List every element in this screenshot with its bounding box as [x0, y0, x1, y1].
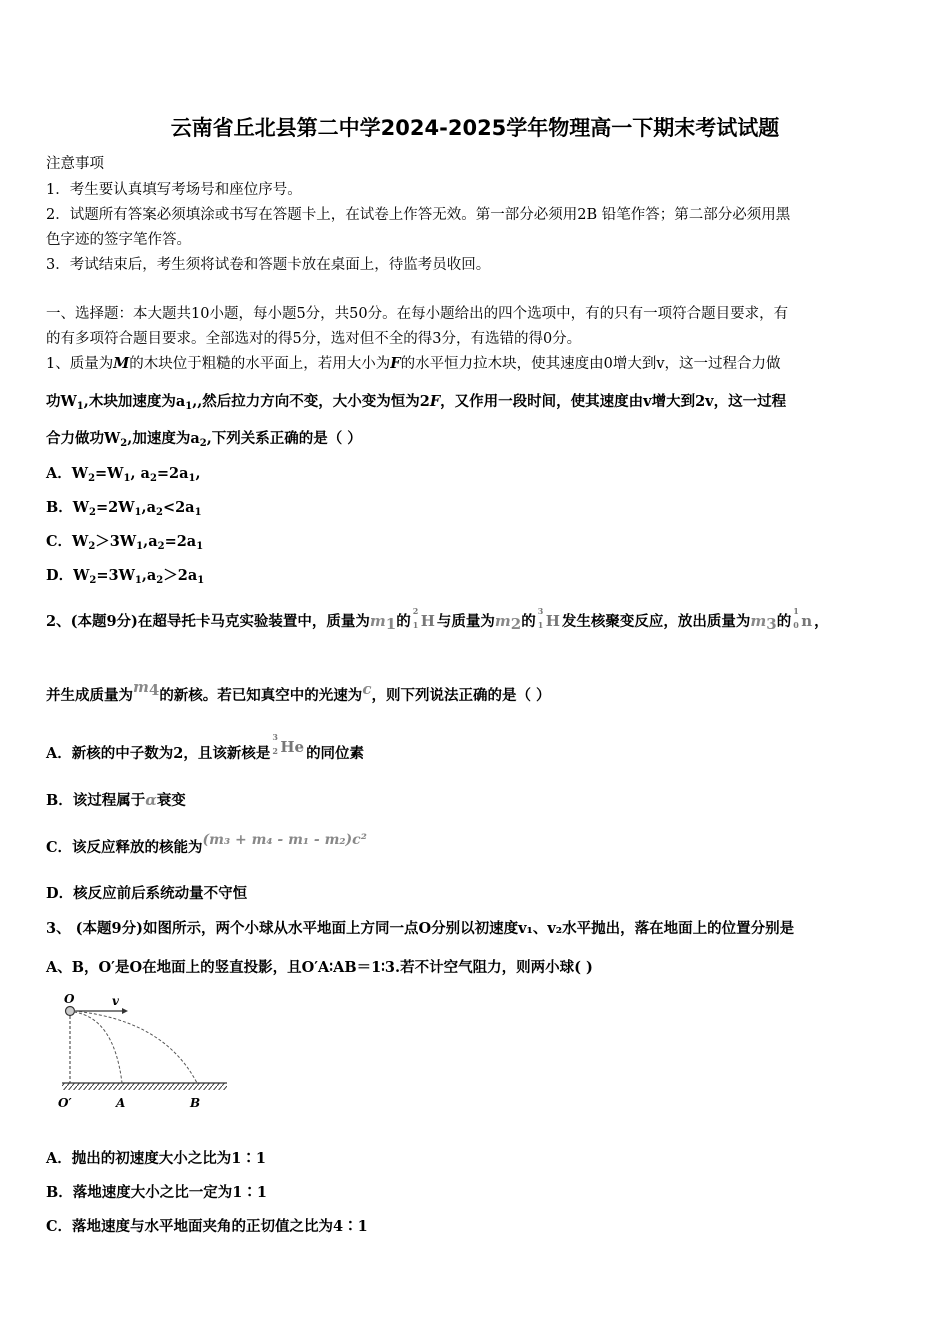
q2-option-d[interactable]: D．核反应前后系统动量不守恒 — [46, 885, 248, 902]
q3-option-c[interactable]: C．落地速度与水平地面夹角的正切值之比为4∶1 — [46, 1218, 368, 1235]
energy-formula: (m₃ + m₄ - m₁ - m₂)c² — [202, 832, 367, 848]
neutron-symbol: 1 0 n — [793, 606, 813, 630]
notice-item-2: 2．试题所有答案必须填涂或书写在答题卡上，在试卷上作答无效。第一部分必须用2B 铅笔作答；第二部分必须用黑 — [46, 207, 791, 223]
section-instructions-2: 的有多项符合题目要求。全部选对的得5分，选对但不全的得3分，有选错的得0分。 — [46, 331, 582, 347]
notice-item-3: 3．考试结束后，考生须将试卷和答题卡放在桌面上，待监考员收回。 — [46, 257, 491, 273]
projectile-figure — [52, 990, 237, 1115]
q1-stem-line2: 功$W_1$,木块加速度为$a_1$,,然后拉力方向不变，大小变为恒为2F，又作用一段时间，使其速度由v增大到2v，这一过程 — [46, 393, 787, 412]
q3-stem-line1: 3、 (本题9分)如图所示，两个小球从水平地面上方同一点O分别以初速度v₁、v₂水平抛出，落在地面上的位置分别是 — [46, 920, 795, 937]
label-O-prime: O′ — [58, 1096, 72, 1110]
trajectory-A — [74, 1012, 122, 1083]
q2-option-c[interactable]: C．该反应释放的核能为(m₃ + m₄ - m₁ - m₂)c² — [46, 832, 367, 856]
notice-item-2-cont: 色字迹的签字笔作答。 — [46, 232, 191, 248]
q2-option-b[interactable]: B．该过程属于α衰变 — [46, 791, 186, 809]
q1-option-d[interactable]: D．$W_2=3W_1,a_2>2a_1$ — [46, 567, 205, 586]
q2-stem-line2: 并生成质量为$m_4$的新核。若已知真空中的光速为c，则下列说法正确的是（ ） — [46, 678, 551, 704]
q1-stem-line3: 合力做功$W_2$,加速度为$a_2$,下列关系正确的是（ ） — [46, 430, 362, 449]
q2-stem-line1: 2、(本题9分)在超导托卡马克实验装置中，质量为$m_1$的 2 1 H 与质量为$m_2$的 3 1 H 发生核聚变反应，放出质量为$m_3$的 1 0 n ， — [46, 606, 829, 633]
tritium-symbol: 3 1 H — [537, 606, 560, 630]
trajectory-B — [74, 1011, 197, 1083]
ground-hatch — [62, 1083, 227, 1090]
label-v: v — [112, 994, 119, 1008]
helium-symbol: 3 2 He — [272, 732, 305, 756]
q1-stem-line1: 1、质量为M的木块位于粗糙的水平面上，若用大小为F的水平恒力拉木块，使其速度由0增大到v，这一过程合力做 — [46, 355, 781, 372]
section-instructions-1: 一、选择题：本大题共10小题，每小题5分，共50分。在每小题给出的四个选项中，有的只有一项符合题目要求，有 — [46, 306, 789, 322]
q1-option-c[interactable]: C．$W_2>3W_1,a_2=2a_1$ — [46, 533, 204, 552]
notice-item-1: 1．考生要认真填写考场号和座位序号。 — [46, 182, 302, 198]
deuterium-symbol: 2 1 H — [412, 606, 435, 630]
velocity-arrowhead — [122, 1008, 128, 1014]
q2-option-a[interactable]: A．新核的中子数为2，且该新核是 3 2 He 的同位素 — [46, 732, 365, 762]
q3-option-a[interactable]: A．抛出的初速度大小之比为1∶1 — [46, 1150, 266, 1167]
q1-option-a[interactable]: A．$W_2=W_1$, $a_2=2a_1$, — [46, 465, 201, 484]
label-B: B — [190, 1096, 201, 1110]
ball — [66, 1007, 75, 1016]
q3-option-b[interactable]: B．落地速度大小之比一定为1∶1 — [46, 1184, 267, 1201]
page-title: 云南省丘北县第二中学2024-2025学年物理高一下期末考试试题 — [170, 116, 780, 140]
notice-heading: 注意事项 — [46, 156, 104, 172]
q3-stem-line2: A、B，O′是O在地面上的竖直投影，且O′A∶AB＝1∶3.若不计空气阻力，则两小球( ) — [46, 959, 593, 976]
label-O: O — [64, 992, 75, 1006]
q1-option-b[interactable]: B．$W_2=2W_1,a_2<2a_1$ — [46, 499, 202, 518]
label-A: A — [116, 1096, 126, 1110]
